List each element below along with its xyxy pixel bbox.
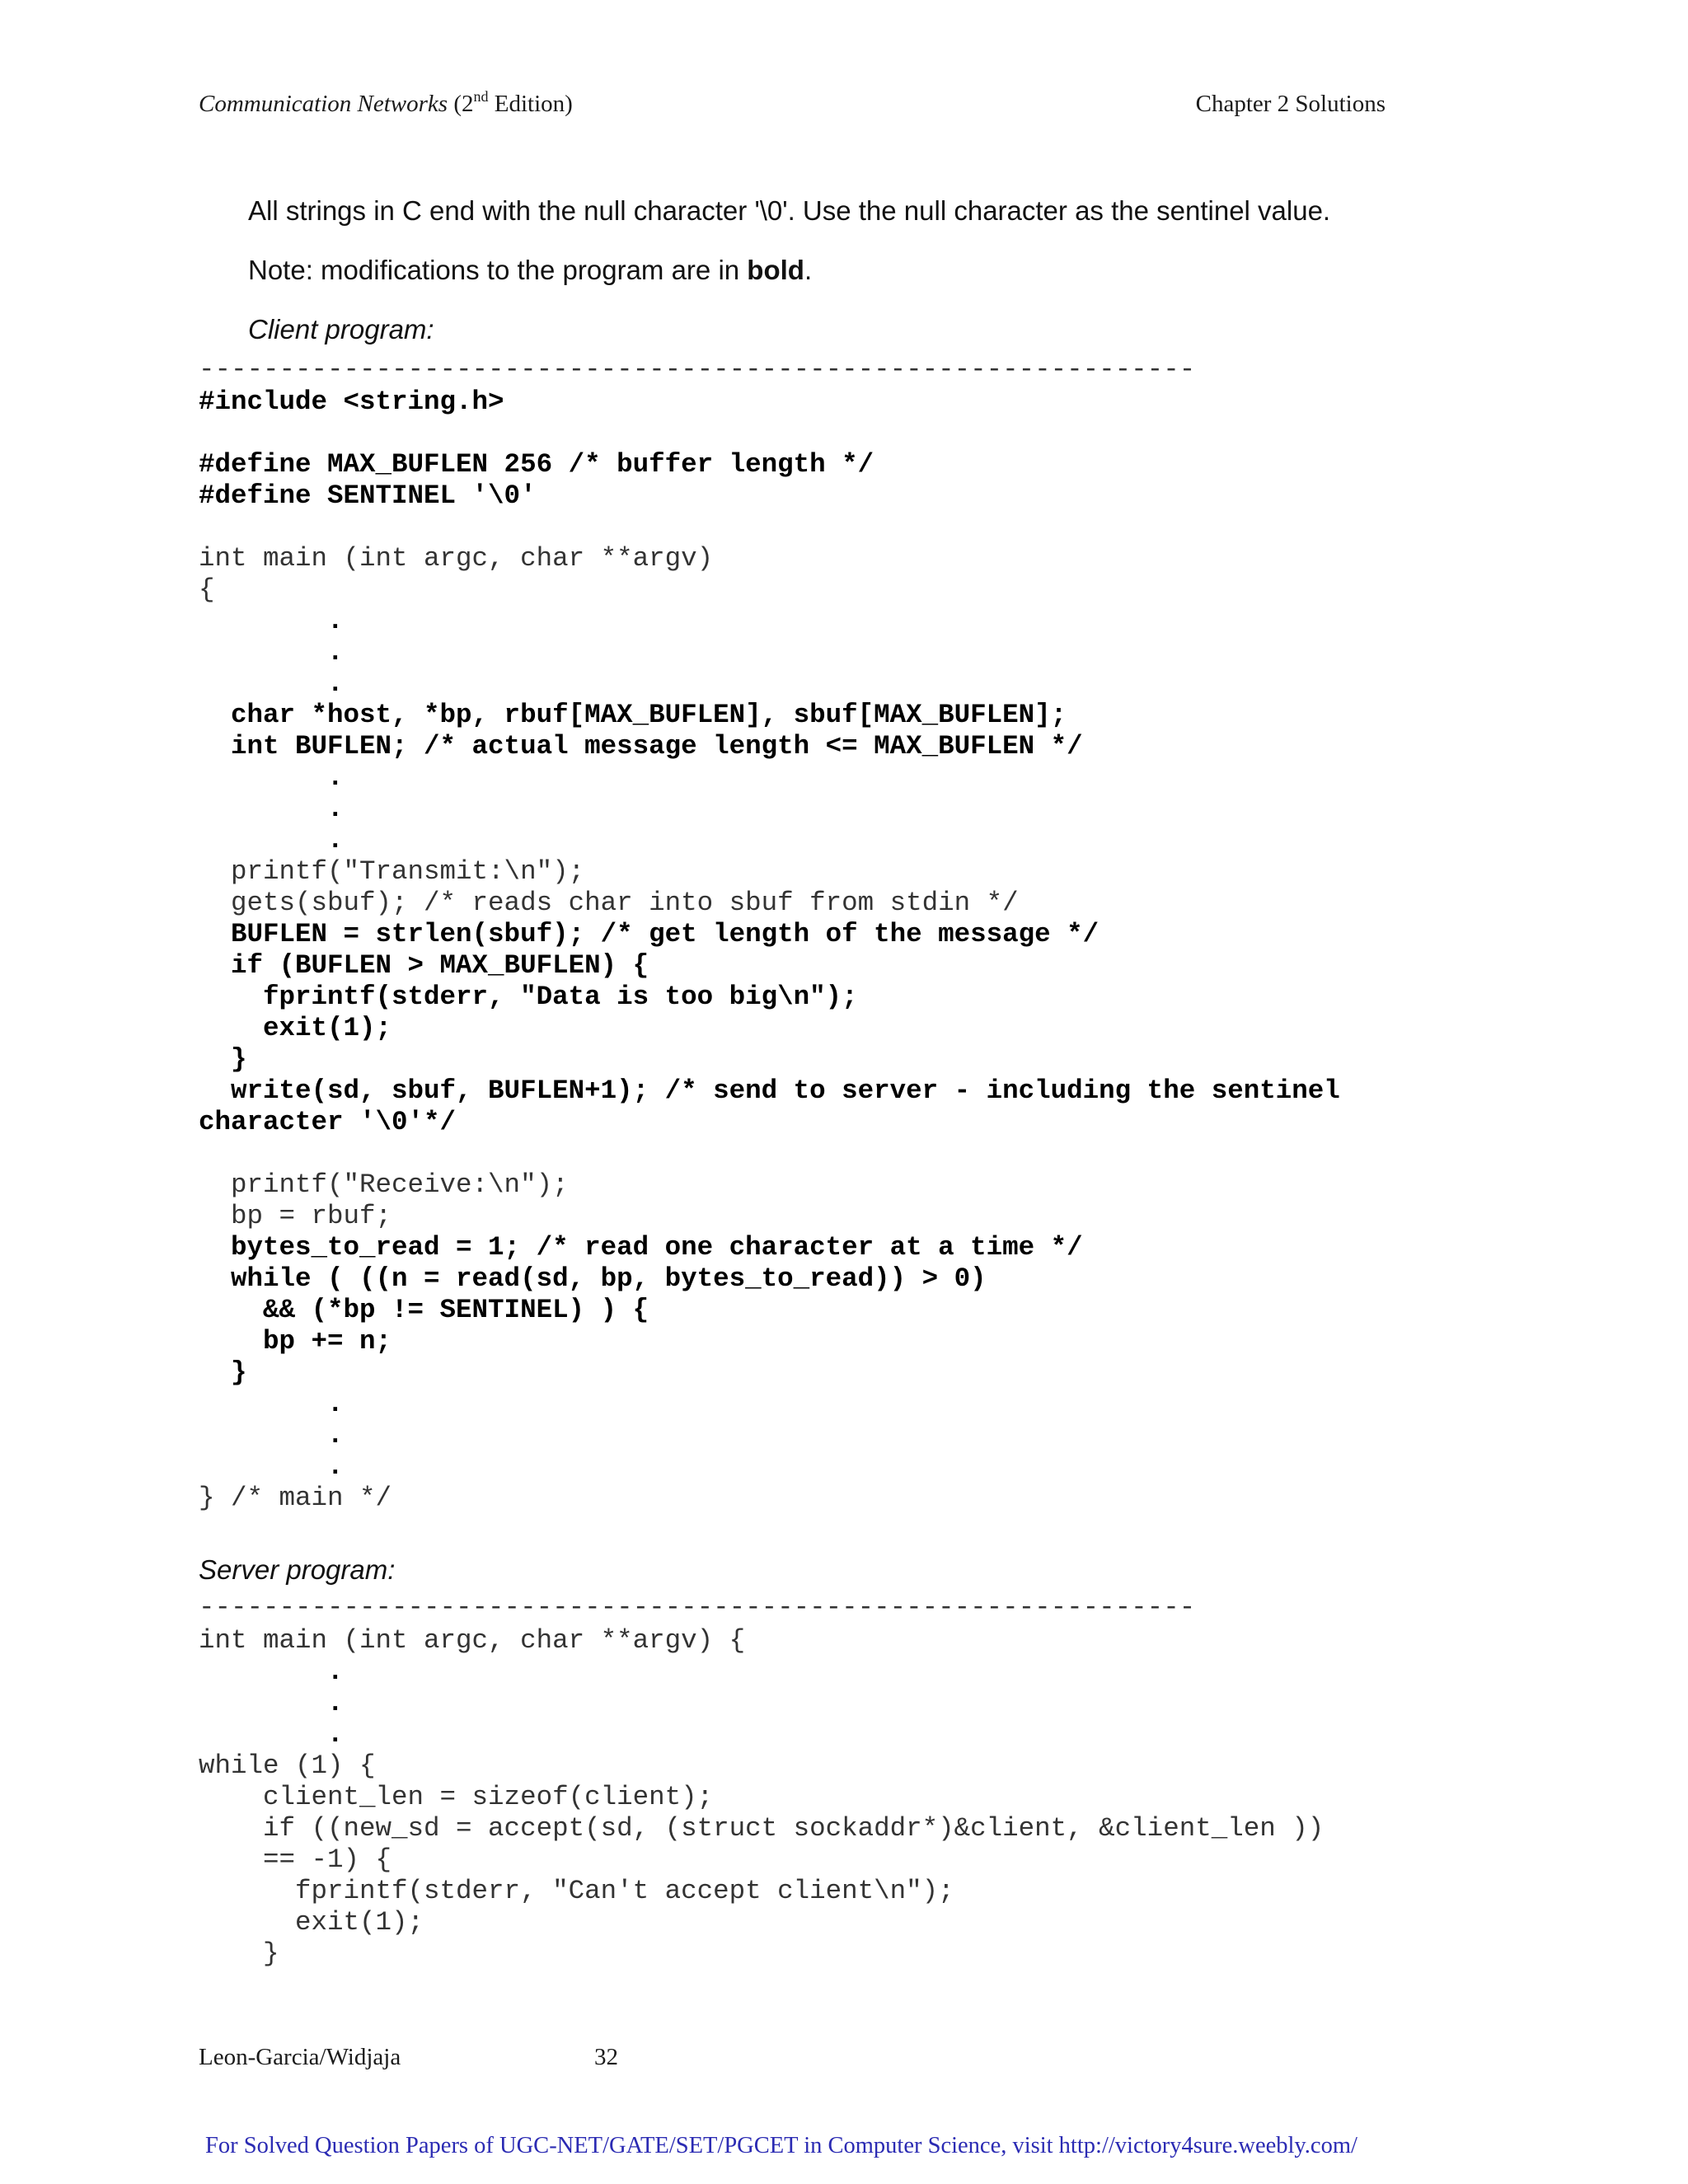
edition-prefix: (2 — [453, 91, 474, 117]
code-line — [199, 418, 1340, 449]
code-line: while ( ((n = read(sd, bp, bytes_to_read)) > 0) — [199, 1263, 987, 1294]
code-line: int BUFLEN; /* actual message length <= MAX_BUFLEN */ — [199, 731, 1083, 762]
running-header-title — [199, 88, 573, 118]
server-code-block — [199, 1625, 1324, 1970]
code-line: fprintf(stderr, "Data is too big\n"); — [199, 982, 858, 1012]
code-line: client_len = sizeof(client); — [199, 1782, 714, 1812]
code-line: . — [199, 762, 344, 793]
code-line: int main (int argc, char **argv) — [199, 543, 714, 574]
code-line: bytes_to_read = 1; /* read one character at a time */ — [199, 1232, 1083, 1263]
code-line: bp = rbuf; — [199, 1201, 392, 1231]
code-line: char *host, *bp, rbuf[MAX_BUFLEN], sbuf[MAX_BUFLEN]; — [199, 700, 1067, 730]
client-code-block — [199, 387, 1340, 1514]
code-line: . — [199, 606, 344, 636]
edition-suffix: Edition) — [488, 91, 573, 117]
code-line: #define MAX_BUFLEN 256 /* buffer length */ — [199, 449, 874, 480]
code-line: == -1) { — [199, 1844, 392, 1875]
note-bold-word: bold — [747, 255, 804, 285]
code-line: . — [199, 794, 344, 824]
code-line: . — [199, 668, 344, 699]
code-line: && (*bp != SENTINEL) ) { — [199, 1295, 649, 1325]
footer-authors: Leon-Garcia/Widjaja — [199, 2044, 401, 2070]
code-line: . — [199, 1389, 344, 1419]
intro-paragraph: All strings in C end with the null character '\0'. Use the null character as the sentinel value. — [248, 195, 1331, 226]
code-line: printf("Receive:\n"); — [199, 1169, 569, 1200]
code-line — [199, 1138, 1340, 1169]
code-line: bp += n; — [199, 1326, 392, 1357]
edition-superscript: nd — [473, 88, 489, 105]
code-line: exit(1); — [199, 1907, 424, 1938]
code-line: . — [199, 1657, 344, 1687]
code-line: character '\0'*/ — [199, 1107, 457, 1137]
code-line: } — [199, 1044, 247, 1075]
page-number: 32 — [594, 2044, 618, 2070]
code-line: . — [199, 1688, 344, 1718]
book-title: Communication Networks — [199, 91, 448, 117]
note-paragraph — [248, 255, 812, 286]
code-line: printf("Transmit:\n"); — [199, 856, 585, 887]
note-prefix: Note: modifications to the program are in — [248, 255, 748, 285]
client-program-label: Client program: — [248, 314, 434, 344]
running-header-chapter: Chapter 2 Solutions — [1195, 91, 1386, 117]
code-line: write(sd, sbuf, BUFLEN+1); /* send to server - including the sentinel — [199, 1076, 1340, 1106]
code-line: . — [199, 1719, 344, 1750]
code-line — [199, 512, 1340, 543]
code-line: while (1) { — [199, 1750, 376, 1781]
code-line: int main (int argc, char **argv) { — [199, 1625, 746, 1656]
code-line: gets(sbuf); /* reads char into sbuf from stdin */ — [199, 888, 1019, 918]
code-line: . — [199, 1451, 344, 1482]
server-separator: -------------------------------------------------------------- — [199, 1592, 1196, 1623]
code-line: { — [199, 574, 215, 605]
code-line: . — [199, 637, 344, 668]
code-line: } /* main */ — [199, 1483, 392, 1513]
code-line: #define SENTINEL '\0' — [199, 480, 537, 511]
code-line: if (BUFLEN > MAX_BUFLEN) { — [199, 950, 649, 981]
code-line: } — [199, 1357, 247, 1388]
code-line: #include <string.h> — [199, 387, 504, 417]
code-line: . — [199, 825, 344, 855]
code-line: BUFLEN = strlen(sbuf); /* get length of the message */ — [199, 919, 1100, 949]
code-line: } — [199, 1938, 279, 1969]
client-separator: -------------------------------------------------------------- — [199, 354, 1196, 385]
note-suffix: . — [804, 255, 813, 285]
code-line: fprintf(stderr, "Can't accept client\n"); — [199, 1876, 954, 1906]
code-line: if ((new_sd = accept(sd, (struct sockaddr*)&client, &client_len )) — [199, 1813, 1325, 1844]
promo-link-text[interactable]: For Solved Question Papers of UGC-NET/GATE/SET/PGCET in Computer Science, visit http://victory4sure.weebly.com/ — [205, 2133, 1357, 2158]
code-line: exit(1); — [199, 1013, 392, 1043]
code-line: . — [199, 1420, 344, 1451]
server-program-label: Server program: — [199, 1554, 396, 1585]
